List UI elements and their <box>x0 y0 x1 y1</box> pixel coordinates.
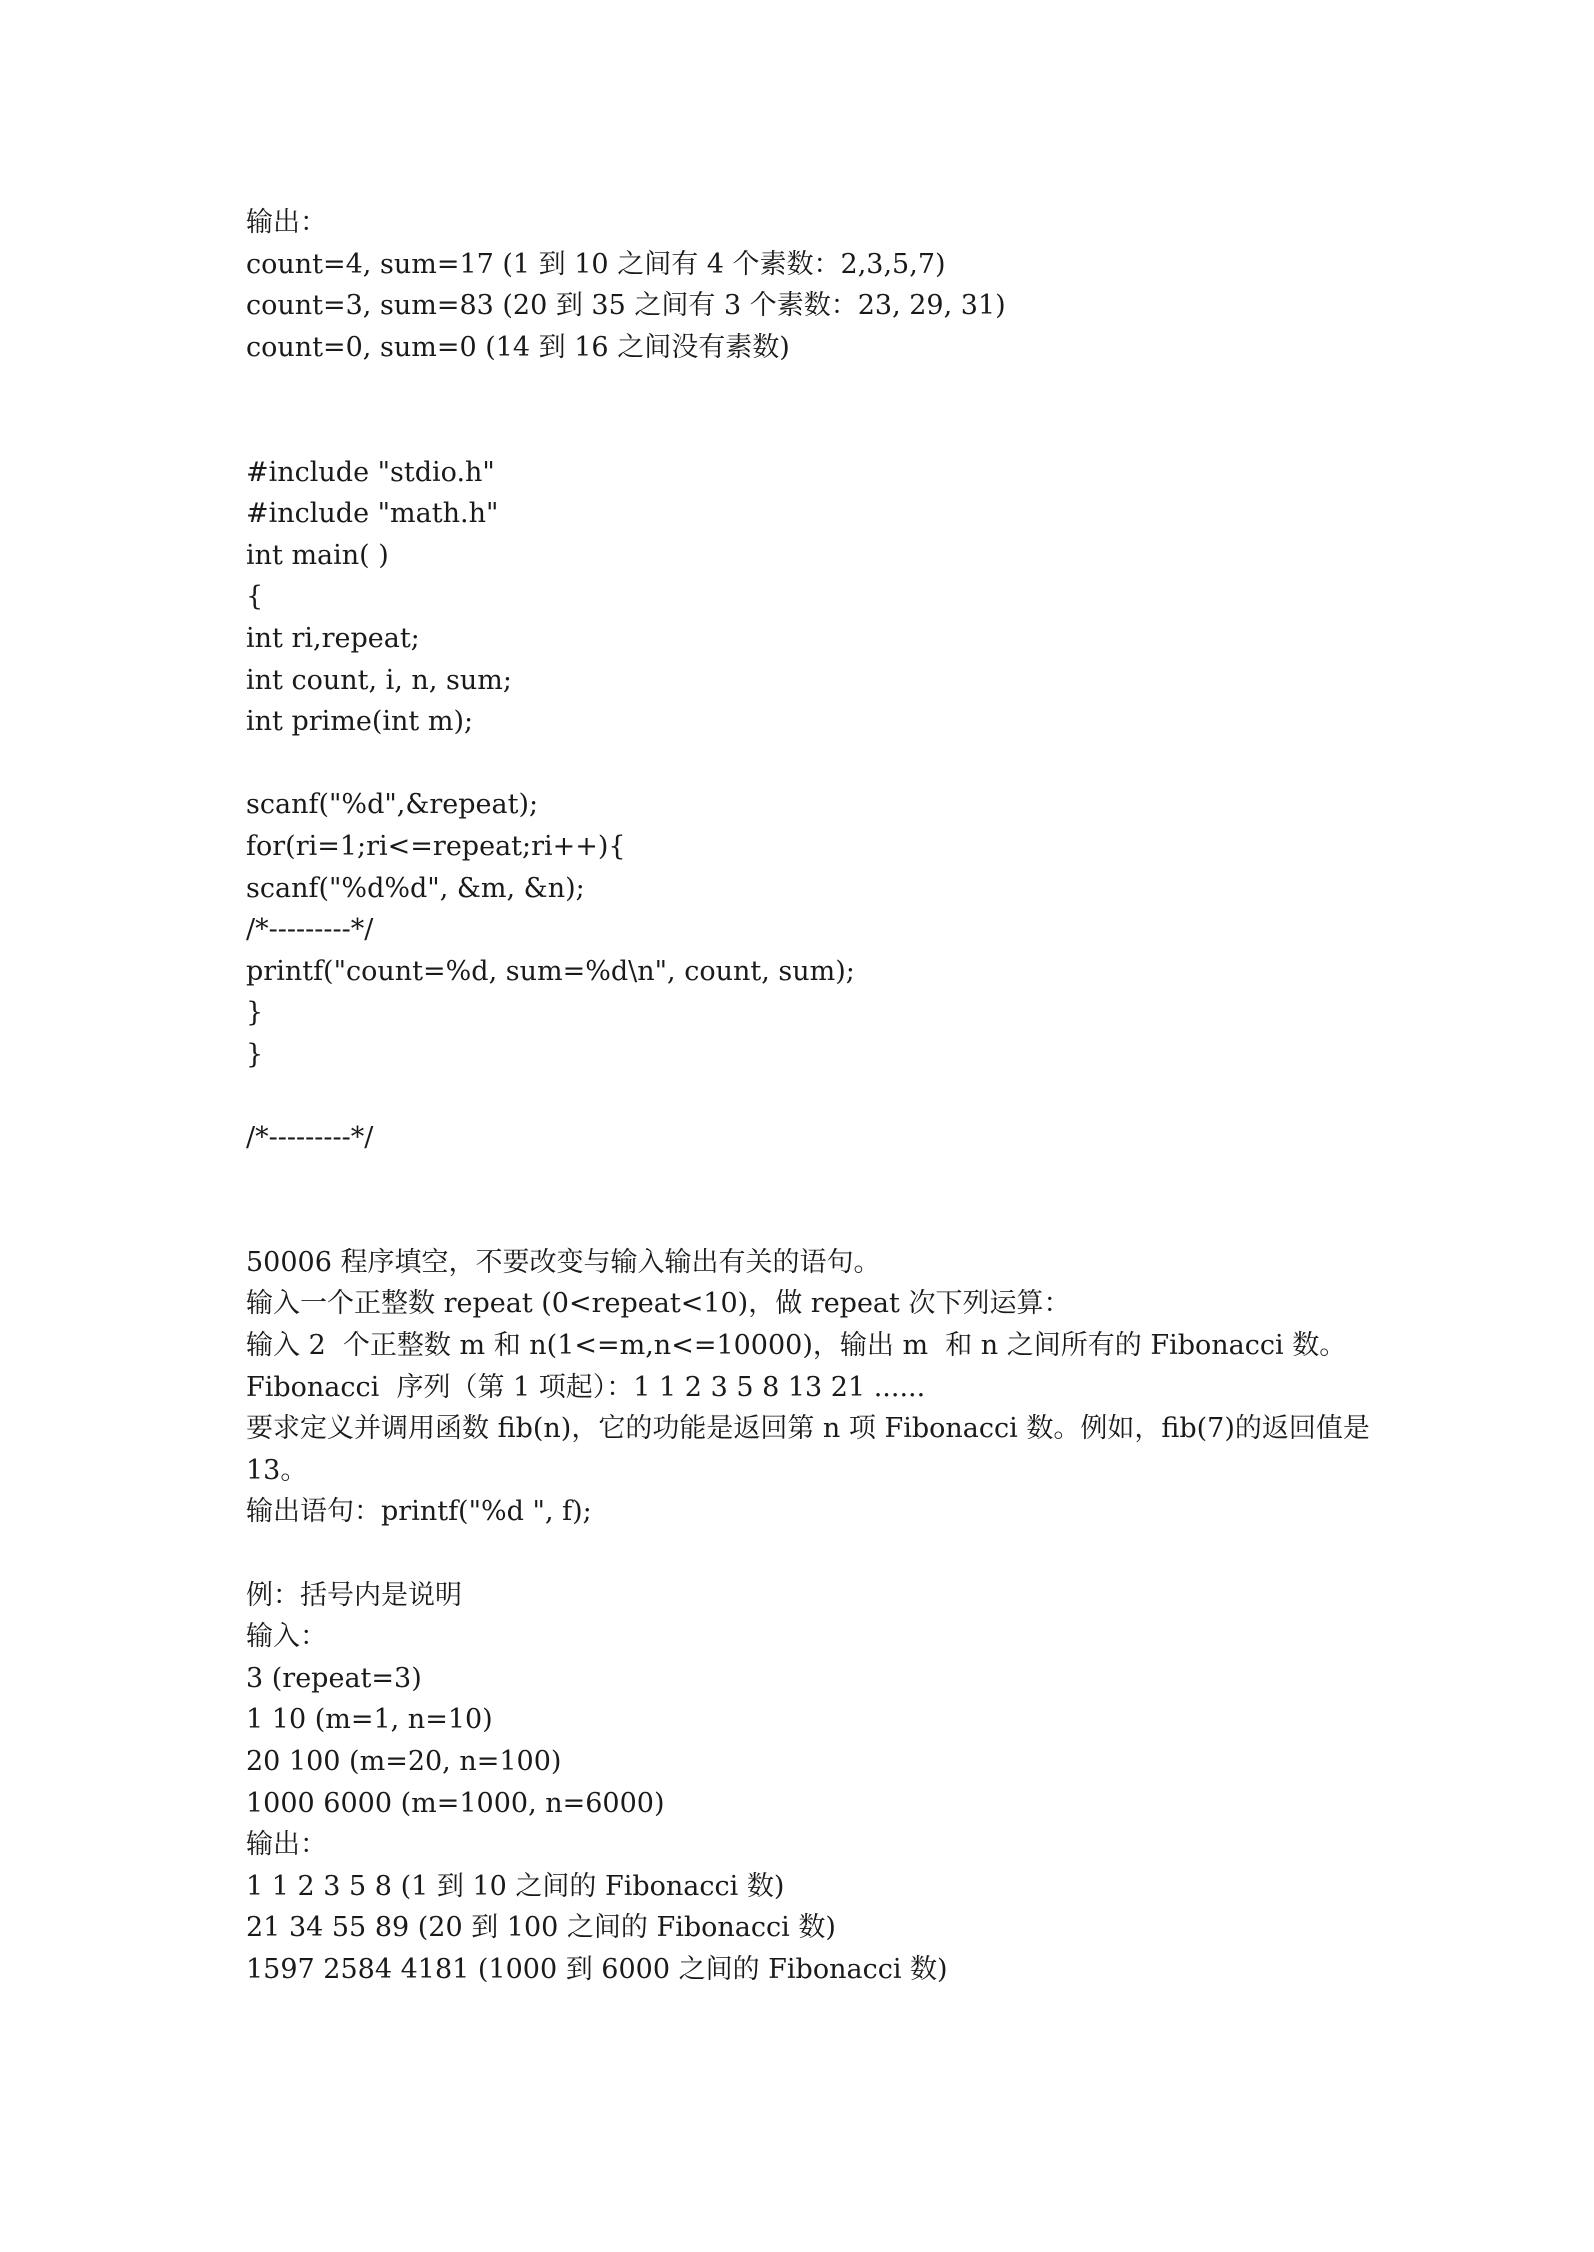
output-heading: 输出： <box>246 207 327 238</box>
output-line: 1 1 2 3 5 8 (1 到 10 之间的 Fibonacci 数) <box>246 1870 785 1902</box>
output-line: 21 34 55 89 (20 到 100 之间的 Fibonacci 数) <box>246 1912 836 1944</box>
code-line: /*---------*/ <box>246 914 374 946</box>
code-line: } <box>246 1038 264 1070</box>
output-line: count=3, sum=83 (20 到 35 之间有 3 个素数：23, 29, 31) <box>246 290 1006 322</box>
input-line: 3 (repeat=3) <box>246 1662 422 1694</box>
example-section <box>246 1575 1356 1991</box>
code-line <box>246 743 1356 785</box>
code-line: #include "stdio.h" <box>246 456 495 488</box>
example-intro: 例：括号内是说明 <box>246 1579 462 1611</box>
code-line: int count, i, n, sum; <box>246 664 512 696</box>
document-body <box>246 202 1370 1991</box>
problem-line: 输入一个正整数 repeat (0<repeat<10)，做 repeat 次下列运算： <box>246 1288 1071 1320</box>
code-line: int prime(int m); <box>246 706 474 738</box>
code-line: printf("count=%d, sum=%d\n", count, sum); <box>246 955 855 987</box>
code-tail-comment: /*---------*/ <box>246 1122 374 1154</box>
problem-statement <box>246 1242 1370 1533</box>
input-heading: 输入： <box>246 1621 327 1653</box>
input-line: 20 100 (m=20, n=100) <box>246 1745 562 1777</box>
code-line: { <box>246 581 264 613</box>
output-heading: 输出： <box>246 1829 327 1861</box>
problem-line: 13。 <box>246 1454 308 1486</box>
code-line: int main( ) <box>246 539 389 571</box>
code-line: int ri,repeat; <box>246 622 420 654</box>
output-line: count=4, sum=17 (1 到 10 之间有 4 个素数：2,3,5,7) <box>246 248 946 280</box>
input-line: 1 10 (m=1, n=10) <box>246 1704 493 1736</box>
problem-line: Fibonacci 序列（第 1 项起）：1 1 2 3 5 8 13 21 ...... <box>246 1371 926 1403</box>
problem-line: 输出语句：printf("%d ", f); <box>246 1496 592 1528</box>
code-line: scanf("%d%d", &m, &n); <box>246 872 585 904</box>
problem-line: 要求定义并调用函数 fib(n)，它的功能是返回第 n 项 Fibonacci 数。例如，fib(7)的返回值是 <box>246 1413 1370 1445</box>
code-block <box>246 452 1356 1159</box>
code-line: for(ri=1;ri<=repeat;ri++){ <box>246 830 626 862</box>
code-line: scanf("%d",&repeat); <box>246 789 539 821</box>
input-line: 1000 6000 (m=1000, n=6000) <box>246 1787 665 1819</box>
output-line: count=0, sum=0 (14 到 16 之间没有素数) <box>246 331 790 363</box>
problem-line: 输入 2 个正整数 m 和 n(1<=m,n<=10000)，输出 m 和 n 之间所有的 Fibonacci 数。 <box>246 1330 1347 1362</box>
code-line: #include "math.h" <box>246 498 499 530</box>
output-line: 1597 2584 4181 (1000 到 6000 之间的 Fibonacci 数) <box>246 1953 948 1985</box>
problem-title: 50006 程序填空，不要改变与输入输出有关的语句。 <box>246 1246 881 1278</box>
output-section <box>246 202 1356 368</box>
code-line: } <box>246 997 264 1029</box>
